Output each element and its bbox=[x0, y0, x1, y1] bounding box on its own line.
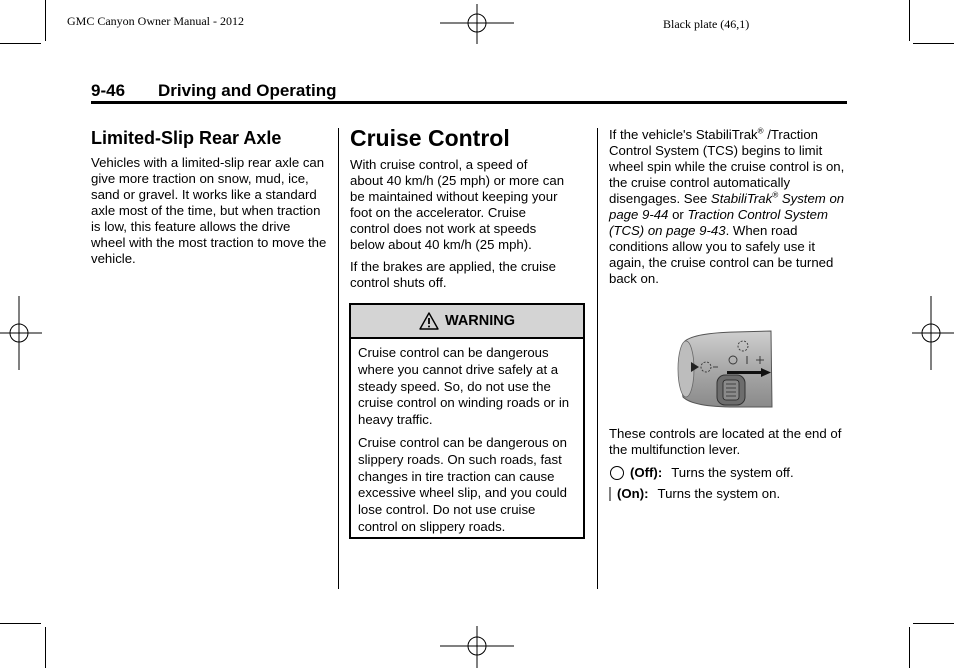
plate-label: Black plate (46,1) bbox=[663, 17, 750, 31]
column-3 bbox=[609, 127, 845, 287]
body-paragraph: Vehicles with a limited-slip rear axle can give more traction on snow, mud, ice, sand or gravel. It works like a standard axle most of the time, but when traction is low, this feature allows the drive wheel with the most traction to move the vehicle. bbox=[91, 155, 327, 266]
body-paragraph: With cruise control, a speed of about 40 km/h (25 mph) or more can be maintained without keeping your foot on the accelerator. Cruise control does not work at speeds below about 40 km/h (25 mph). bbox=[350, 157, 565, 252]
registration-target-icon bbox=[440, 4, 514, 44]
warning-label: WARNING bbox=[444, 313, 516, 329]
column-1 bbox=[91, 127, 327, 267]
body-paragraph: These controls are located at the end of the multifunction lever. bbox=[609, 426, 842, 457]
section-title: Driving and Operating bbox=[158, 81, 337, 100]
warning-paragraph: Cruise control can be dangerous where you cannot drive safely at a steady speed. So, do not use the cruise control on winding roads or in heavy traffic. bbox=[358, 345, 570, 428]
page-number: 9-46 bbox=[91, 81, 126, 100]
registration-target-icon bbox=[440, 626, 514, 668]
cross-reference-link[interactable]: Traction Control System (TCS) on page 9-43 bbox=[609, 207, 828, 238]
column-3-lower bbox=[609, 426, 845, 502]
multifunction-lever-illustration bbox=[675, 327, 777, 411]
registration-target-icon bbox=[912, 296, 954, 370]
on-bar-icon bbox=[609, 486, 615, 502]
warning-body bbox=[351, 339, 583, 536]
manual-title: GMC Canyon Owner Manual - 2012 bbox=[67, 14, 244, 28]
running-head-rule bbox=[91, 101, 847, 104]
off-circle-icon bbox=[609, 465, 625, 481]
on-label: (On): bbox=[617, 486, 649, 501]
warning-triangle-icon bbox=[419, 312, 439, 330]
control-item-on bbox=[609, 486, 845, 502]
section-heading: Cruise Control bbox=[350, 125, 510, 151]
control-item-off bbox=[609, 465, 845, 481]
body-paragraph: If the brakes are applied, the cruise control shuts off. bbox=[350, 259, 556, 290]
warning-header bbox=[351, 305, 583, 339]
registration-target-icon bbox=[0, 296, 42, 370]
section-heading: Limited-Slip Rear Axle bbox=[91, 128, 282, 148]
warning-box bbox=[349, 303, 585, 539]
body-paragraph: If the vehicle's StabiliTrak® /Traction Control System (TCS) begins to limit wheel spin while the cruise control is on, the cruise control automatically disengages. See StabiliTrak® System on page 9-44 or Traction Control System (TCS) on page 9-43. When road conditions allow you to safely use it again, the cruise control can be turned back on. bbox=[609, 126, 845, 286]
column-divider bbox=[597, 128, 598, 589]
on-description: Turns the system on. bbox=[657, 486, 781, 501]
off-description: Turns the system off. bbox=[671, 465, 794, 480]
cross-reference-link[interactable]: StabiliTrak® System on page 9-44 bbox=[609, 190, 845, 222]
off-label: (Off): bbox=[630, 465, 663, 480]
column-2 bbox=[350, 124, 590, 291]
warning-paragraph: Cruise control can be dangerous on slippery roads. On such roads, fast changes in tire traction can cause excessive wheel slip, and you could lose control. Do not use cruise control on slippery roads. bbox=[358, 434, 567, 534]
column-divider bbox=[338, 128, 339, 589]
